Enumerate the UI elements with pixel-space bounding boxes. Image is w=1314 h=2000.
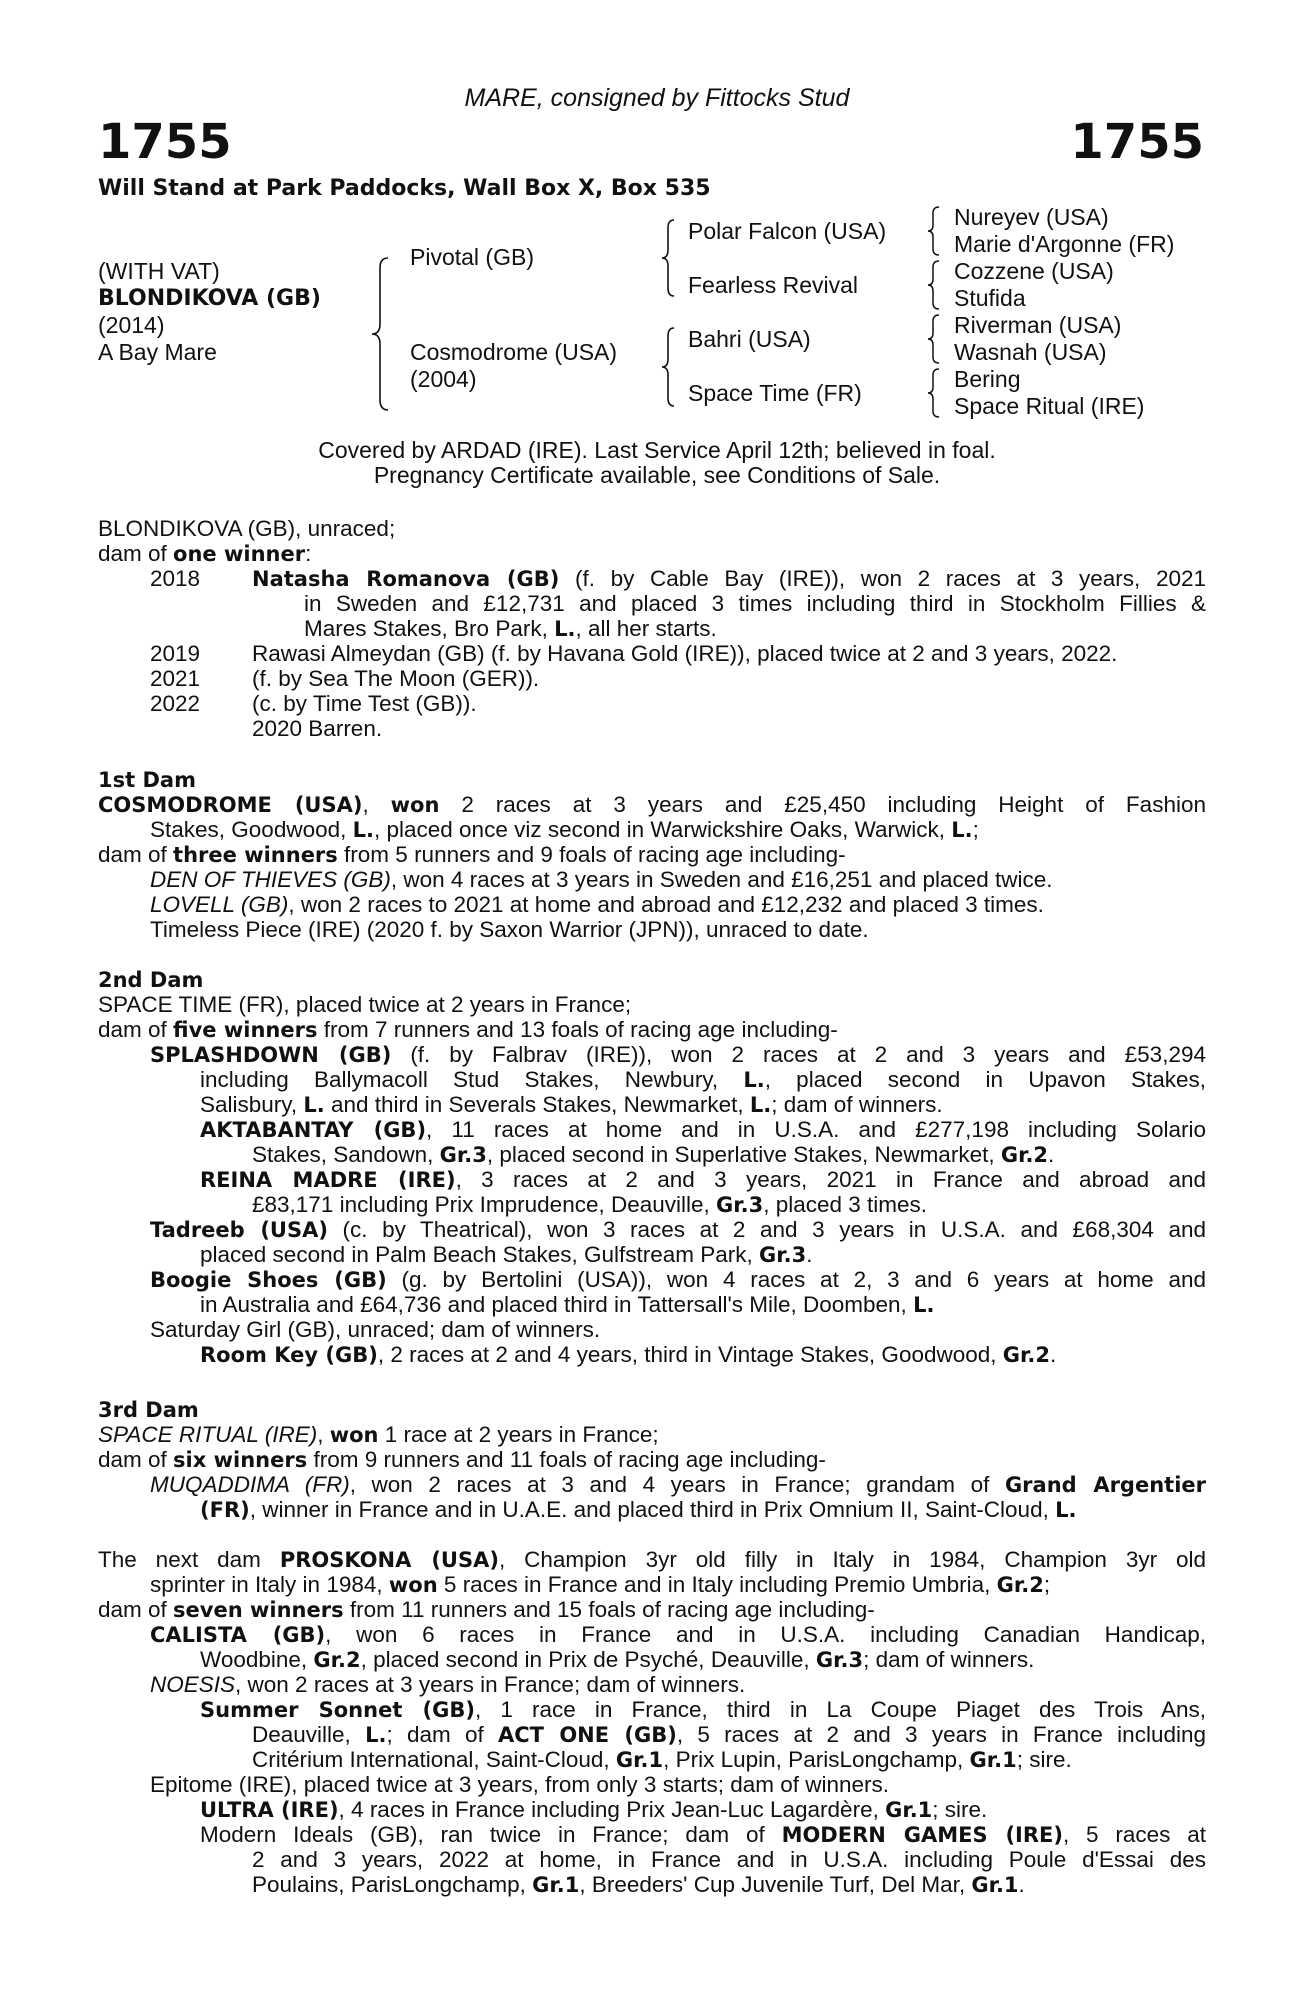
grand-offspring-entry-cont: Poulains, ParisLongchamp, Gr.1, Breeders' Cup Juvenile Turf, Del Mar, Gr.1. bbox=[252, 1872, 1025, 1897]
mare-summary: BLONDIKOVA (GB), unraced; bbox=[98, 516, 396, 541]
offspring-entry-cont: in Australia and £64,736 and placed third in Tattersall's Mile, Doomben, L. bbox=[200, 1292, 935, 1317]
dam-of-line: dam of three winners from 5 runners and 9 foals of racing age including- bbox=[98, 842, 846, 867]
sire: Pivotal (GB) bbox=[410, 244, 534, 270]
dam-of-line: dam of seven winners from 11 runners and 15 foals of racing age including- bbox=[98, 1597, 875, 1622]
grand-offspring-entry: ULTRA (IRE), 4 races in France including Prix Jean-Luc Lagardère, Gr.1; sire. bbox=[200, 1797, 988, 1822]
offspring-entry: DEN OF THIEVES (GB), won 4 races at 3 years in Sweden and £16,251 and placed twice. bbox=[150, 867, 1053, 892]
grand-offspring-entry: Modern Ideals (GB), ran twice in France; dam of MODERN GAMES (IRE), 5 races at bbox=[200, 1822, 1206, 1847]
produce-year: 2018 bbox=[150, 566, 201, 591]
produce-entry: Rawasi Almeydan (GB) (f. by Havana Gold (IRE)), placed twice at 2 and 3 years, 2022. bbox=[252, 641, 1118, 666]
stand-location: Will Stand at Park Paddocks, Wall Box X, Box 535 bbox=[98, 176, 711, 201]
pedigree-brace-sd bbox=[926, 259, 942, 311]
offspring-entry: CALISTA (GB), won 6 races in France and in U.S.A. including Canadian Handicap, bbox=[150, 1622, 1207, 1647]
grand-offspring-entry: Room Key (GB), 2 races at 2 and 4 years, third in Vintage Stakes, Goodwood, Gr.2. bbox=[200, 1342, 1057, 1367]
dam-record: COSMODROME (USA), won 2 races at 3 years and £25,450 including Height of Fashion bbox=[98, 792, 1206, 817]
lot-number-left: 1755 bbox=[98, 114, 232, 170]
dam-dam: Space Time (FR) bbox=[688, 380, 862, 406]
dam-year: (2004) bbox=[410, 366, 477, 392]
section-heading: 2nd Dam bbox=[98, 968, 204, 992]
dam-dam-dam: Space Ritual (IRE) bbox=[954, 393, 1145, 419]
produce-year: 2021 bbox=[150, 666, 201, 691]
offspring-entry: Saturday Girl (GB), unraced; dam of winners. bbox=[150, 1317, 601, 1342]
dam-record-cont: Stakes, Goodwood, L., placed once viz second in Warwickshire Oaks, Warwick, L.; bbox=[150, 817, 979, 842]
covered-line: Covered by ARDAD (IRE). Last Service April 12th; believed in foal. bbox=[318, 437, 996, 463]
offspring-entry: LOVELL (GB), won 2 races to 2021 at home and abroad and £12,232 and placed 3 times. bbox=[150, 892, 1044, 917]
produce-entry-cont: in Sweden and £12,731 and placed 3 times including third in Stockholm Fillies & bbox=[304, 591, 1206, 616]
sire-sire: Polar Falcon (USA) bbox=[688, 218, 887, 244]
pedigree-brace-dd bbox=[926, 367, 942, 419]
offspring-entry-cont: including Ballymacoll Stud Stakes, Newbury, L., placed second in Upavon Stakes, bbox=[200, 1067, 1206, 1092]
section-heading: 3rd Dam bbox=[98, 1398, 199, 1422]
offspring-entry: Timeless Piece (IRE) (2020 f. by Saxon Warrior (JPN)), unraced to date. bbox=[150, 917, 869, 942]
produce-entry: 2020 Barren. bbox=[252, 716, 383, 741]
offspring-entry: Boogie Shoes (GB) (g. by Bertolini (USA)), won 4 races at 2, 3 and 6 years at home and bbox=[150, 1267, 1206, 1292]
offspring-entry-cont: Salisbury, L. and third in Severals Stakes, Newmarket, L.; dam of winners. bbox=[200, 1092, 943, 1117]
mare-dam-of: dam of one winner: bbox=[98, 541, 312, 566]
grand-offspring-entry-cont: Stakes, Sandown, Gr.3, placed second in Superlative Stakes, Newmarket, Gr.2. bbox=[252, 1142, 1055, 1167]
grand-offspring-entry-cont: 2 and 3 years, 2022 at home, in France and in U.S.A. including Poule d'Essai des bbox=[252, 1847, 1206, 1872]
horse-name: BLONDIKOVA (GB) bbox=[98, 286, 321, 311]
offspring-entry: MUQADDIMA (FR), won 2 races at 3 and 4 years in France; grandam of Grand Argentier bbox=[150, 1472, 1206, 1497]
pedigree-brace-sire bbox=[660, 218, 678, 298]
pedigree-brace-ss bbox=[926, 205, 942, 257]
produce-entry: (c. by Time Test (GB)). bbox=[252, 691, 477, 716]
pedigree-brace-main bbox=[370, 256, 392, 412]
lot-number-right: 1755 bbox=[1070, 114, 1204, 170]
produce-entry: (f. by Sea The Moon (GER)). bbox=[252, 666, 540, 691]
sire-sire-dam: Marie d'Argonne (FR) bbox=[954, 231, 1175, 257]
dam-of-line: dam of six winners from 9 runners and 11 foals of racing age including- bbox=[98, 1447, 826, 1472]
offspring-entry: Tadreeb (USA) (c. by Theatrical), won 3 races at 2 and 3 years in U.S.A. and £68,304 and bbox=[150, 1217, 1206, 1242]
dam-sire: Bahri (USA) bbox=[688, 326, 811, 352]
offspring-entry-cont: (FR), winner in France and in U.A.E. and placed third in Prix Omnium II, Saint-Cloud, L. bbox=[200, 1497, 1077, 1522]
horse-year: (2014) bbox=[98, 312, 165, 338]
vat-note: (WITH VAT) bbox=[98, 258, 220, 284]
dam-of-line: dam of five winners from 7 runners and 13 foals of racing age including- bbox=[98, 1017, 838, 1042]
pregnancy-line: Pregnancy Certificate available, see Conditions of Sale. bbox=[373, 462, 941, 488]
offspring-entry: NOESIS, won 2 races at 3 years in France; dam of winners. bbox=[150, 1672, 746, 1697]
produce-entry: Natasha Romanova (GB) (f. by Cable Bay (IRE)), won 2 races at 3 years, 2021 bbox=[252, 566, 1206, 591]
dam-record: The next dam PROSKONA (USA), Champion 3yr old filly in Italy in 1984, Champion 3yr old bbox=[98, 1547, 1207, 1572]
grand-offspring-entry: AKTABANTAY (GB), 11 races at home and in U.S.A. and £277,198 including Solario bbox=[200, 1117, 1207, 1142]
grand-offspring-entry: Summer Sonnet (GB), 1 race in France, third in La Coupe Piaget des Trois Ans, bbox=[200, 1697, 1207, 1722]
dam-dam-sire: Bering bbox=[954, 366, 1021, 392]
produce-year: 2022 bbox=[150, 691, 201, 716]
grand-offspring-entry: REINA MADRE (IRE), 3 races at 2 and 3 years, 2021 in France and abroad and bbox=[200, 1167, 1206, 1192]
sire-dam: Fearless Revival bbox=[688, 272, 858, 298]
dam-record-cont: sprinter in Italy in 1984, won 5 races in France and in Italy including Premio Umbria, Gr.2; bbox=[150, 1572, 1051, 1597]
grand-offspring-entry-cont: Critérium International, Saint-Cloud, Gr.1, Prix Lupin, ParisLongchamp, Gr.1; sire. bbox=[252, 1747, 1072, 1772]
offspring-entry-cont: Woodbine, Gr.2, placed second in Prix de Psyché, Deauville, Gr.3; dam of winners. bbox=[200, 1647, 1035, 1672]
dam-sire-dam: Wasnah (USA) bbox=[954, 339, 1107, 365]
sire-dam-dam: Stufida bbox=[954, 285, 1026, 311]
pedigree-brace-ds bbox=[926, 313, 942, 365]
dam-sire-sire: Riverman (USA) bbox=[954, 312, 1122, 338]
pedigree-brace-dam bbox=[660, 326, 678, 408]
produce-year: 2019 bbox=[150, 641, 201, 666]
horse-description: A Bay Mare bbox=[98, 339, 217, 365]
grand-offspring-entry-cont: Deauville, L.; dam of ACT ONE (GB), 5 races at 2 and 3 years in France including bbox=[252, 1722, 1206, 1747]
dam-record: SPACE RITUAL (IRE), won 1 race at 2 years in France; bbox=[98, 1422, 659, 1447]
produce-entry-cont: Mares Stakes, Bro Park, L., all her starts. bbox=[304, 616, 717, 641]
sire-sire-sire: Nureyev (USA) bbox=[954, 204, 1109, 230]
sire-dam-sire: Cozzene (USA) bbox=[954, 258, 1114, 284]
consignment-line: MARE, consigned by Fittocks Stud bbox=[464, 84, 850, 112]
offspring-entry: SPLASHDOWN (GB) (f. by Falbrav (IRE)), won 2 races at 2 and 3 years and £53,294 bbox=[150, 1042, 1206, 1067]
grand-offspring-entry-cont: £83,171 including Prix Imprudence, Deauville, Gr.3, placed 3 times. bbox=[252, 1192, 928, 1217]
dam-record: SPACE TIME (FR), placed twice at 2 years in France; bbox=[98, 992, 632, 1017]
dam: Cosmodrome (USA) bbox=[410, 339, 618, 365]
offspring-entry: Epitome (IRE), placed twice at 3 years, from only 3 starts; dam of winners. bbox=[150, 1772, 890, 1797]
section-heading: 1st Dam bbox=[98, 768, 196, 792]
offspring-entry-cont: placed second in Palm Beach Stakes, Gulfstream Park, Gr.3. bbox=[200, 1242, 813, 1267]
